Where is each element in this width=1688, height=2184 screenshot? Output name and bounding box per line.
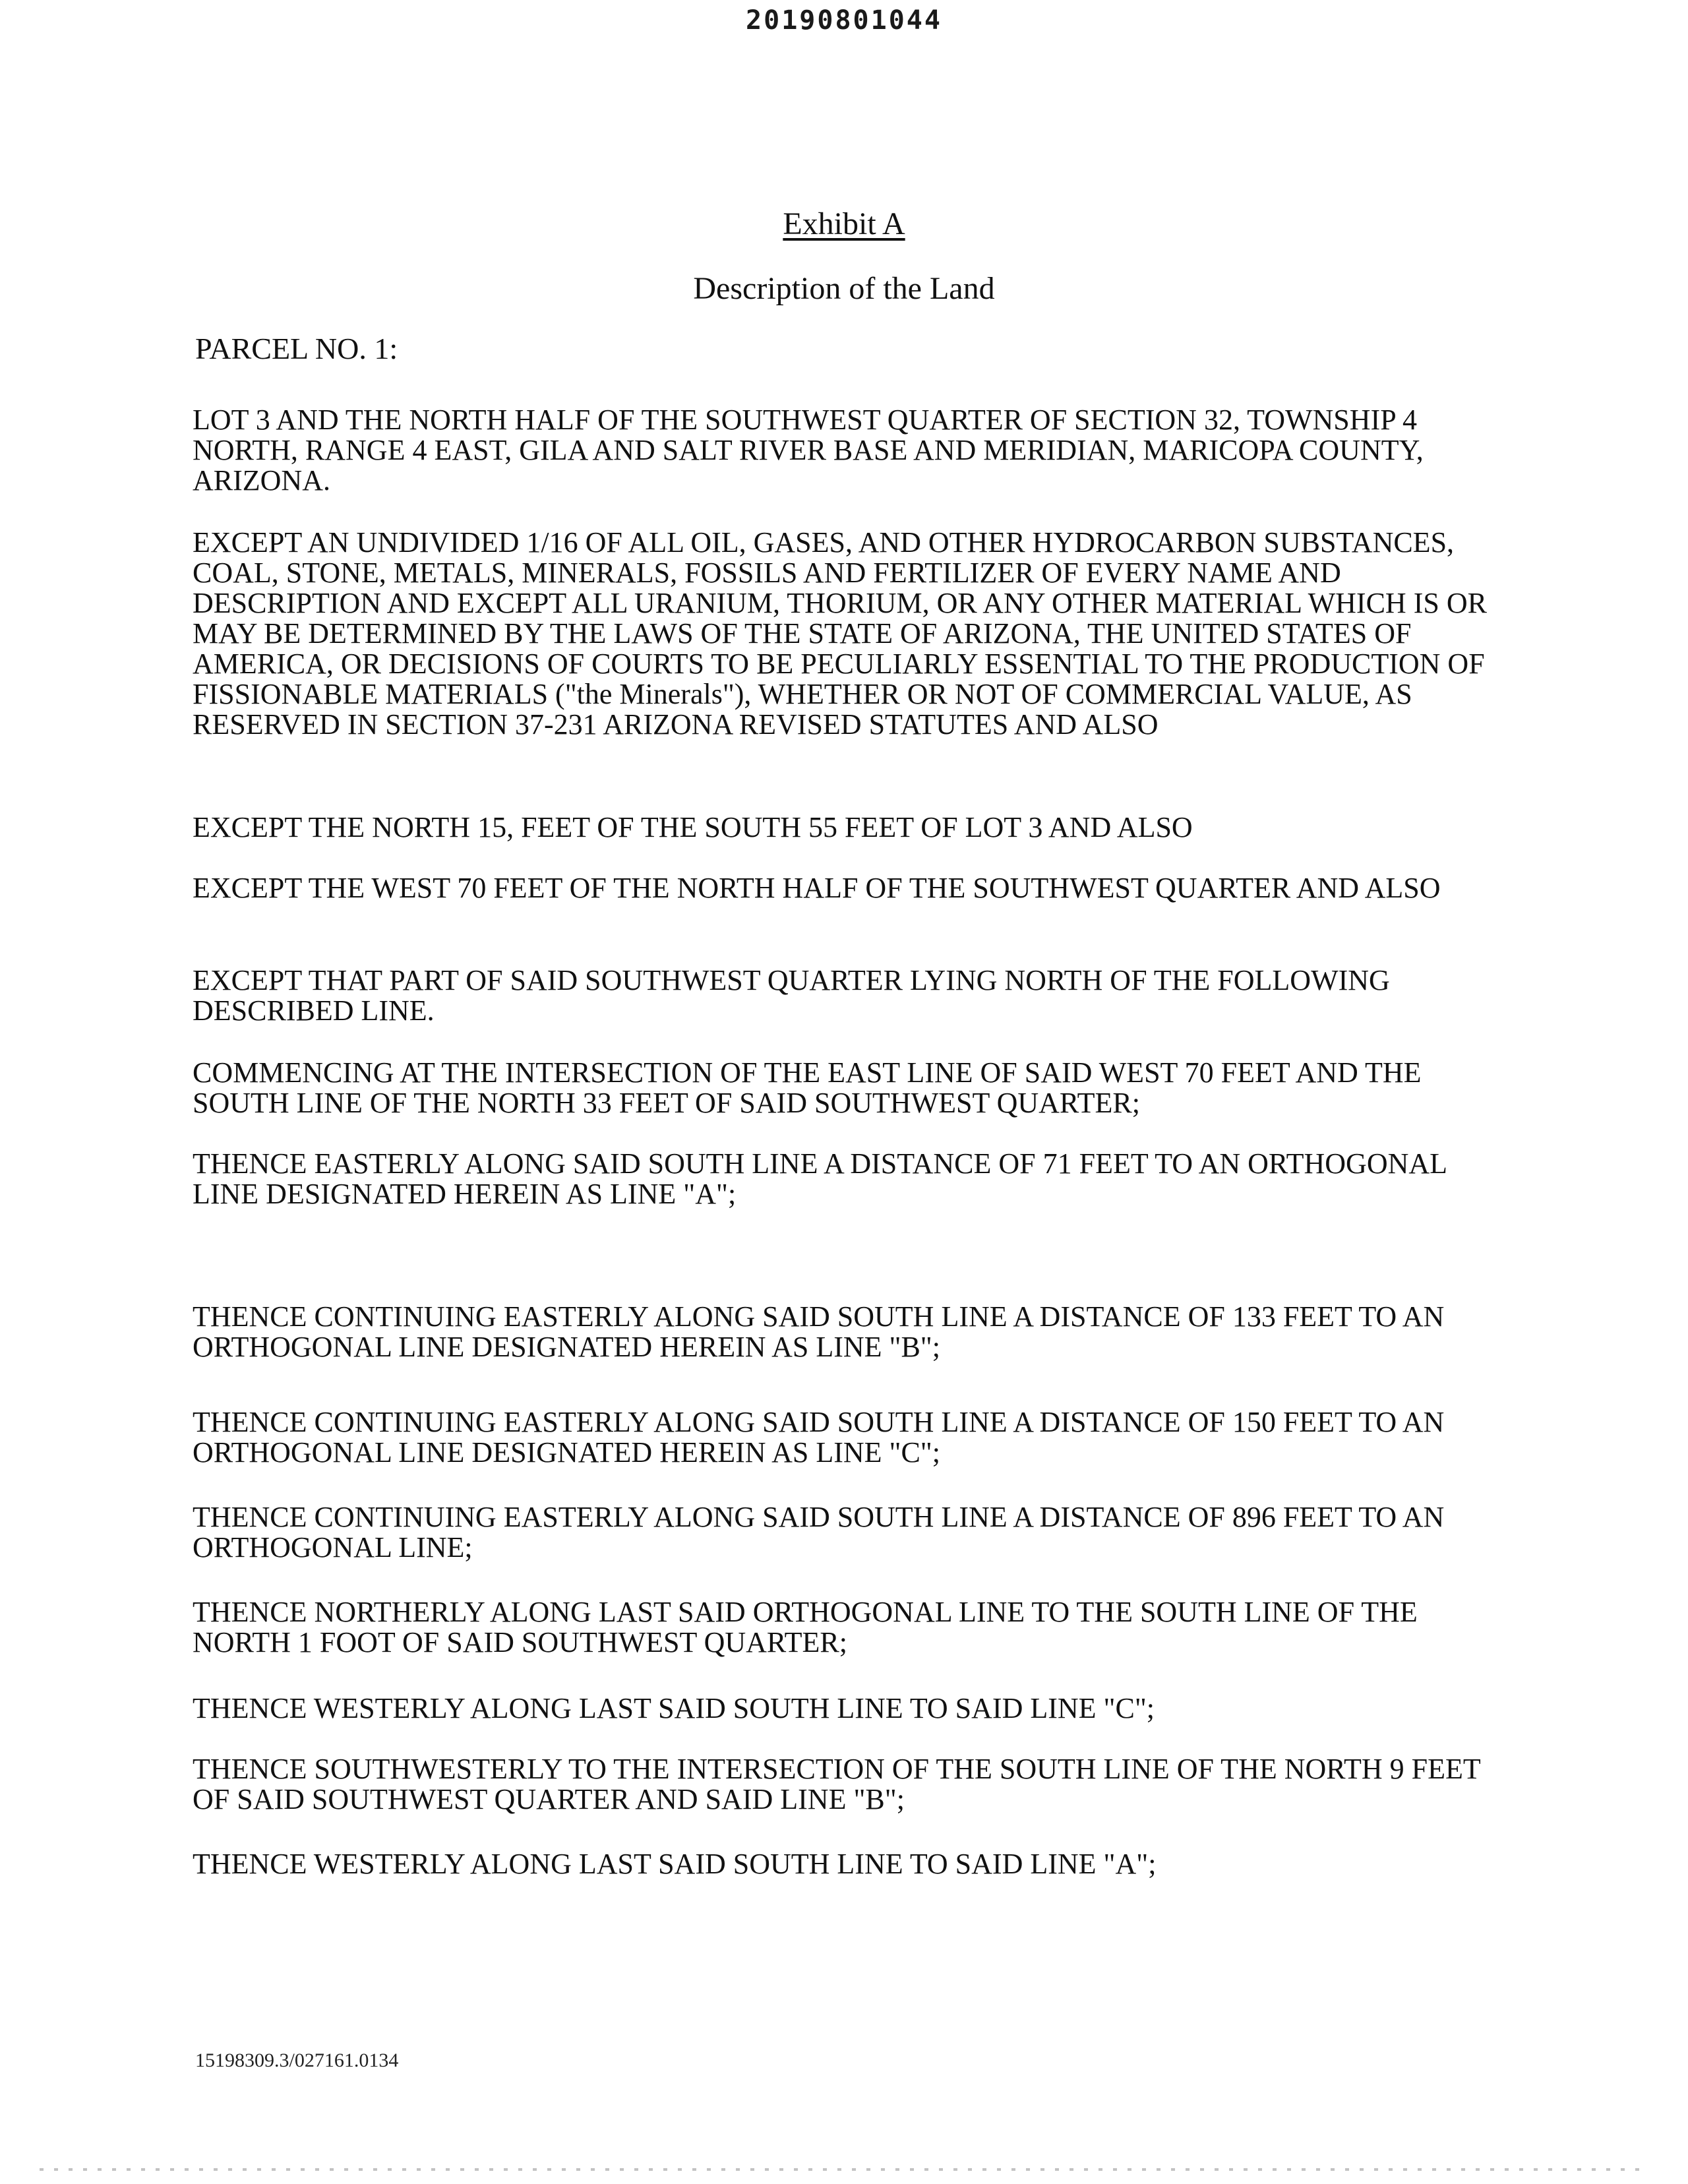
legal-paragraph: EXCEPT THAT PART OF SAID SOUTHWEST QUARTER LYING NORTH OF THE FOLLOWING DESCRIBED LINE. <box>193 964 1390 1027</box>
legal-paragraph: THENCE WESTERLY ALONG LAST SAID SOUTH LINE TO SAID LINE "A"; <box>193 1848 1157 1880</box>
legal-paragraph: EXCEPT AN UNDIVIDED 1/16 OF ALL OIL, GASES, AND OTHER HYDROCARBON SUBSTANCES, COAL, STONE, METALS, MINERALS, FOSSILS AND FERTILIZER OF EVERY NAME AND DESCRIPTION AND EXCEPT ALL URANIUM, THORIUM, OR ANY OTHER MATERIAL WHICH IS OR MAY BE DETERMINED BY THE LAWS OF THE STATE OF ARIZONA, THE UNITED STATES OF AMERICA, OR DECISIONS OF COURTS TO BE PECULIARLY ESSENTIAL TO THE PRODUCTION OF FISSIONABLE MATERIALS ("the Minerals"), WHETHER OR NOT OF COMMERCIAL VALUE, AS RESERVED IN SECTION 37-231 ARIZONA REVISED STATUTES AND ALSO <box>193 526 1487 741</box>
legal-paragraph: THENCE CONTINUING EASTERLY ALONG SAID SOUTH LINE A DISTANCE OF 896 FEET TO AN ORTHOGONAL LINE; <box>193 1501 1445 1563</box>
exhibit-subtitle: Description of the Land <box>693 271 995 306</box>
recording-number: 20190801044 <box>746 5 942 36</box>
scan-edge-artifact <box>40 2168 1648 2171</box>
legal-paragraph: COMMENCING AT THE INTERSECTION OF THE EAST LINE OF SAID WEST 70 FEET AND THE SOUTH LINE OF THE NORTH 33 FEET OF SAID SOUTHWEST QUARTER; <box>193 1056 1422 1119</box>
legal-paragraph: THENCE CONTINUING EASTERLY ALONG SAID SOUTH LINE A DISTANCE OF 150 FEET TO AN ORTHOGONAL LINE DESIGNATED HEREIN AS LINE "C"; <box>193 1406 1445 1469</box>
parcel-label: PARCEL NO. 1: <box>195 332 398 365</box>
legal-paragraph: THENCE EASTERLY ALONG SAID SOUTH LINE A DISTANCE OF 71 FEET TO AN ORTHOGONAL LINE DESIGNATED HEREIN AS LINE "A"; <box>193 1147 1447 1210</box>
document-id: 15198309.3/027161.0134 <box>195 2049 399 2071</box>
legal-paragraph: EXCEPT THE NORTH 15, FEET OF THE SOUTH 55 FEET OF LOT 3 AND ALSO <box>193 811 1193 843</box>
exhibit-title: Exhibit A <box>783 206 905 241</box>
legal-paragraph: THENCE WESTERLY ALONG LAST SAID SOUTH LINE TO SAID LINE "C"; <box>193 1692 1155 1724</box>
legal-paragraph: THENCE SOUTHWESTERLY TO THE INTERSECTION OF THE SOUTH LINE OF THE NORTH 9 FEET OF SAID SOUTHWEST QUARTER AND SAID LINE "B"; <box>193 1753 1480 1815</box>
legal-paragraph: THENCE NORTHERLY ALONG LAST SAID ORTHOGONAL LINE TO THE SOUTH LINE OF THE NORTH 1 FOOT OF SAID SOUTHWEST QUARTER; <box>193 1596 1418 1658</box>
legal-paragraph: THENCE CONTINUING EASTERLY ALONG SAID SOUTH LINE A DISTANCE OF 133 FEET TO AN ORTHOGONAL LINE DESIGNATED HEREIN AS LINE "B"; <box>193 1300 1445 1363</box>
legal-paragraph: EXCEPT THE WEST 70 FEET OF THE NORTH HALF OF THE SOUTHWEST QUARTER AND ALSO <box>193 872 1441 904</box>
legal-paragraph: LOT 3 AND THE NORTH HALF OF THE SOUTHWEST QUARTER OF SECTION 32, TOWNSHIP 4 NORTH, RANGE 4 EAST, GILA AND SALT RIVER BASE AND MERIDIAN, MARICOPA COUNTY, ARIZONA. <box>193 404 1424 497</box>
